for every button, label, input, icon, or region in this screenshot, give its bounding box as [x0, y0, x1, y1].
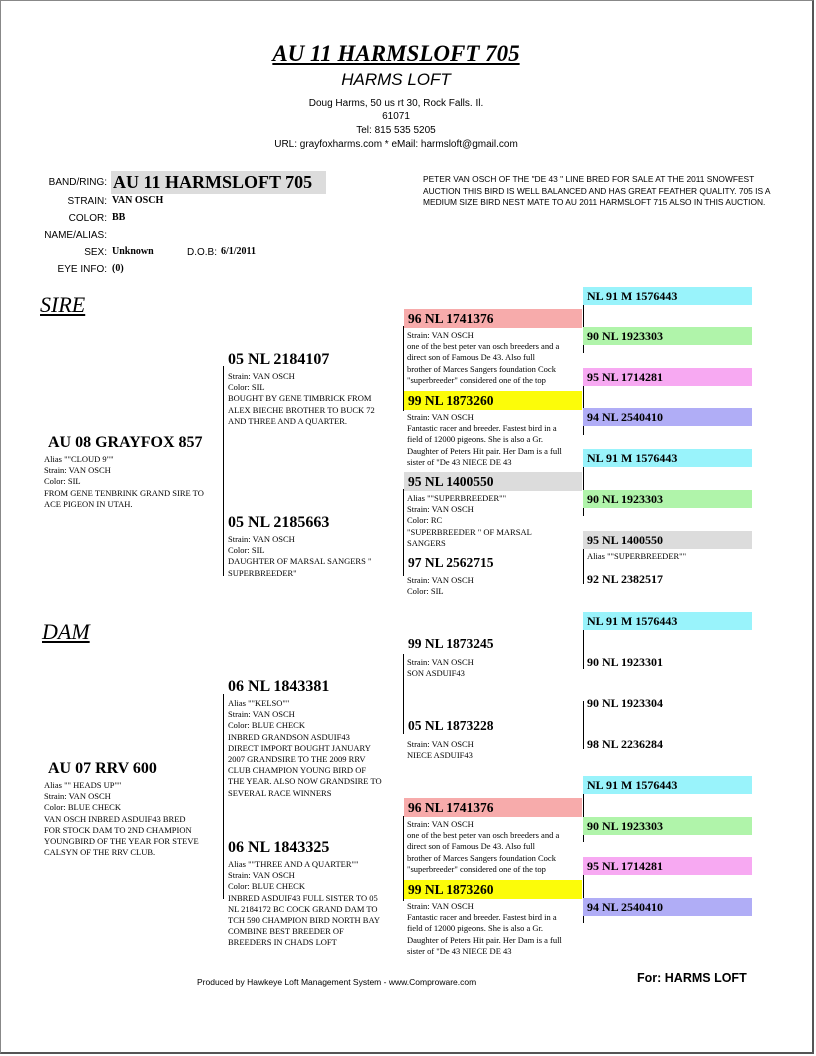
gen4-band: 90 NL 1923301	[587, 655, 664, 669]
pedigree-box: 94 NL 2540410	[583, 408, 752, 426]
detail-line: Strain: VAN OSCH	[407, 819, 474, 829]
phone-line: Tel: 815 535 5205	[356, 125, 436, 136]
detail-line: Strain: VAN OSCH	[407, 504, 474, 515]
gen3-details	[407, 901, 583, 957]
dam-dam-band: 06 NL 1843325	[228, 839, 330, 856]
sex-value: Unknown	[112, 246, 154, 257]
detail-line: INBRED GRANDSON ASDUIF43	[228, 731, 350, 742]
detail-line: Color: BLUE CHECK	[228, 881, 305, 892]
detail-line: DAUGHTER OF MARSAL SANGERS "	[228, 556, 372, 567]
detail-line: Strain: VAN OSCH	[407, 657, 474, 667]
color-label: COLOR:	[68, 213, 107, 224]
detail-line: Alias ""KELSO""	[228, 698, 290, 708]
detail-line: Fantastic racer and breeder. Fastest bird in a	[407, 912, 557, 923]
pedigree-box: 90 NL 1923303	[583, 490, 752, 508]
bracket-line	[583, 701, 584, 749]
pedigree-box: 94 NL 2540410	[583, 898, 752, 916]
pedigree-box: NL 91 M 1576443	[583, 287, 752, 305]
detail-line: Color: SIL	[44, 476, 81, 487]
pedigree-box: 99 NL 1873260	[404, 391, 582, 410]
detail-line: Strain: VAN OSCH	[228, 709, 295, 720]
detail-line: SON ASDUIF43	[407, 668, 465, 679]
gen3-details	[407, 330, 583, 386]
pedigree-box: 96 NL 1741376	[404, 798, 582, 817]
detail-line: TCH 590 CHAMPION BIRD NORTH BAY	[228, 915, 380, 926]
detail-line: CALSYN OF THE RRV CLUB.	[44, 847, 156, 858]
detail-line: field of 12000 pigeons. She is also a Gr.	[407, 923, 543, 934]
sire-sire-details	[228, 371, 403, 427]
detail-line: brother of Marces Sangers foundation Cock	[407, 363, 556, 374]
detail-line: BOUGHT BY GENE TIMBRICK FROM	[228, 393, 372, 404]
gen4-band: 92 NL 2382517	[587, 572, 664, 586]
detail-line: Strain: VAN OSCH	[44, 791, 111, 802]
detail-line: 2007 GRANDSIRE TO THE 2009 RRV	[228, 754, 366, 765]
detail-line: Daughter of Peters Hit pair. Her Dam is a full	[407, 934, 562, 945]
detail-line: FROM GENE TENBRINK GRAND SIRE TO	[44, 487, 204, 498]
detail-line: Alias ""CLOUD 9""	[44, 454, 114, 464]
detail-line: one of the best peter van osch breeders and a	[407, 830, 560, 841]
detail-line: Color: SIL	[228, 545, 265, 556]
pedigree-box: 95 NL 1400550	[583, 531, 752, 549]
gen3-details	[407, 412, 583, 468]
detail-line: COMBINE BEST BREEDER OF	[228, 926, 344, 937]
bracket-line	[403, 654, 404, 734]
detail-line: Strain: VAN OSCH	[228, 371, 295, 381]
bracket-line	[583, 378, 584, 435]
detail-line: Strain: VAN OSCH	[228, 870, 295, 881]
detail-line: field of 12000 pigeons. She is also a Gr.	[407, 434, 543, 445]
bracket-line	[223, 694, 224, 899]
gen3-band: 97 NL 2562715	[408, 555, 494, 570]
detail-line: DIRECT IMPORT BOUGHT JANUARY	[228, 742, 371, 753]
dam-sire-details	[228, 698, 403, 799]
detail-line: SEVERAL RACE WINNERS	[228, 787, 332, 798]
sire-heading: SIRE	[40, 292, 86, 317]
detail-line: SUPERBREEDER"	[228, 567, 297, 578]
dob-label: D.O.B:	[187, 247, 218, 258]
detail-line: INBRED ASDUIF43 FULL SISTER TO 05	[228, 892, 378, 903]
gen4-alias: Alias ""SUPERBREEDER""	[587, 551, 687, 561]
strain-label: STRAIN:	[67, 196, 107, 207]
detail-line: YOUNGBIRD OF THE YEAR FOR STEVE	[44, 836, 199, 847]
gen3-details	[407, 575, 583, 597]
detail-line: CLUB CHAMPION YOUNG BIRD OF	[228, 765, 367, 776]
sire-dam-details	[228, 534, 403, 579]
alias-label: NAME/ALIAS:	[44, 230, 107, 241]
dam-sire-band: 06 NL 1843381	[228, 678, 330, 695]
detail-line: NIECE ASDUIF43	[407, 750, 473, 761]
dam-heading: DAM	[42, 619, 90, 644]
detail-line: VAN OSCH INBRED ASDUIF43 BRED	[44, 813, 186, 824]
detail-line: sister of "De 43 NIECE DE 43	[407, 945, 512, 956]
detail-line: "superbreeder" considered one of the top	[407, 863, 546, 874]
bracket-line	[223, 366, 224, 576]
address-line: Doug Harms, 50 us rt 30, Rock Falls. Il.	[308, 98, 484, 109]
detail-line: SANGERS	[407, 537, 446, 548]
dam-dam-details	[228, 859, 403, 949]
gen3-band: 99 NL 1873245	[408, 636, 494, 651]
detail-line: Daughter of Peters Hit pair. Her Dam is a full	[407, 445, 562, 456]
pedigree-box: 96 NL 1741376	[404, 309, 582, 328]
detail-line: ACE PIGEON IN UTAH.	[44, 498, 133, 509]
detail-line: Color: SIL	[407, 586, 444, 597]
detail-line: Strain: VAN OSCH	[407, 901, 474, 911]
bird-notes: PETER VAN OSCH OF THE "DE 43 " LINE BRED FOR SALE AT THE 2011 SNOWFEST AUCTION THIS BIRD IS WELL BALANCED AND HAS GREAT FEATHER QUALITY. 705 IS A MEDIUM SIZE BIRD NEST MATE TO AU 2011 HARMSLOFT 715 ALSO IN THIS AUCTION.	[423, 174, 771, 207]
sire-details	[44, 454, 224, 510]
sex-label: SEX:	[84, 247, 107, 258]
detail-line: AND THREE AND A QUARTER.	[228, 415, 348, 426]
gen4-band: 90 NL 1923304	[587, 696, 664, 710]
sire-dam-band: 05 NL 2185663	[228, 514, 330, 531]
detail-line: NL 2184172 BC COCK GRAND DAM TO	[228, 903, 378, 914]
detail-line: direct son of Famous De 43. Also full	[407, 841, 535, 852]
detail-line: FOR STOCK DAM TO 2ND CHAMPION	[44, 824, 192, 835]
pedigree-box: 99 NL 1873260	[404, 880, 582, 899]
band-value: AU 11 HARMSLOFT 705	[111, 171, 326, 194]
detail-line: direct son of Famous De 43. Also full	[407, 352, 535, 363]
detail-line: Alias ""THREE AND A QUARTER""	[228, 859, 359, 869]
detail-line: Color: RC	[407, 515, 443, 526]
detail-line: Color: SIL	[228, 382, 265, 393]
detail-line: THE YEAR. ALSO NOW GRANDSIRE TO	[228, 776, 382, 787]
dam-details	[44, 780, 224, 858]
footer-produced: Produced by Hawkeye Loft Management System - www.Comproware.com	[197, 977, 477, 987]
eye-value: (0)	[112, 263, 124, 274]
detail-line: brother of Marces Sangers foundation Cock	[407, 852, 556, 863]
detail-line: Strain: VAN OSCH	[407, 739, 474, 749]
detail-line: Strain: VAN OSCH	[407, 330, 474, 340]
pedigree-box: 90 NL 1923303	[583, 327, 752, 345]
gen3-details	[407, 819, 583, 875]
detail-line: Fantastic racer and breeder. Fastest bird in a	[407, 423, 557, 434]
pedigree-box: NL 91 M 1576443	[583, 449, 752, 467]
detail-line: Strain: VAN OSCH	[407, 575, 474, 585]
strain-value: VAN OSCH	[112, 195, 164, 206]
dob-value: 6/1/2011	[221, 246, 257, 257]
band-label: BAND/RING:	[48, 177, 107, 188]
color-value: BB	[112, 212, 126, 223]
detail-line: Color: BLUE CHECK	[44, 802, 121, 813]
detail-line: sister of "De 43 NIECE DE 43	[407, 456, 512, 467]
detail-line: Color: BLUE CHECK	[228, 720, 305, 731]
pedigree-box: 90 NL 1923303	[583, 817, 752, 835]
zip-line: 61071	[382, 111, 410, 122]
dam-band: AU 07 RRV 600	[48, 760, 157, 777]
pedigree-box: NL 91 M 1576443	[583, 612, 752, 630]
gen3-details	[407, 657, 583, 679]
pedigree-box: 95 NL 1714281	[583, 368, 752, 386]
detail-line: Strain: VAN OSCH	[44, 465, 111, 476]
web-line: URL: grayfoxharms.com * eMail: harmsloft@gmail.com	[274, 139, 518, 150]
sire-band: AU 08 GRAYFOX 857	[48, 434, 203, 451]
detail-line: "superbreeder" considered one of the top	[407, 374, 546, 385]
detail-line: ALEX BIECHE BROTHER TO BUCK 72	[228, 404, 375, 415]
loft-name: HARMS LOFT	[341, 70, 451, 89]
gen3-details	[407, 739, 583, 761]
detail-line: Alias ""SUPERBREEDER""	[407, 493, 507, 503]
pedigree-box: 95 NL 1714281	[583, 857, 752, 875]
detail-line: one of the best peter van osch breeders and a	[407, 341, 560, 352]
sire-sire-band: 05 NL 2184107	[228, 351, 330, 368]
footer-for: For: HARMS LOFT	[637, 971, 747, 985]
page-title: AU 11 HARMSLOFT 705	[272, 41, 520, 66]
detail-line: Strain: VAN OSCH	[407, 412, 474, 422]
eye-label: EYE INFO:	[57, 264, 107, 275]
gen4-band: 98 NL 2236284	[587, 737, 664, 751]
gen3-band: 05 NL 1873228	[408, 718, 494, 733]
detail-line: Strain: VAN OSCH	[228, 534, 295, 544]
pedigree-box: NL 91 M 1576443	[583, 776, 752, 794]
gen3-details	[407, 493, 583, 549]
detail-line: "SUPERBREEDER " OF MARSAL	[407, 526, 532, 537]
detail-line: BREEDERS IN CHADS LOFT	[228, 937, 337, 948]
pedigree-box: 95 NL 1400550	[404, 472, 582, 491]
detail-line: Alias "" HEADS UP""	[44, 780, 122, 790]
bracket-line	[403, 489, 404, 576]
